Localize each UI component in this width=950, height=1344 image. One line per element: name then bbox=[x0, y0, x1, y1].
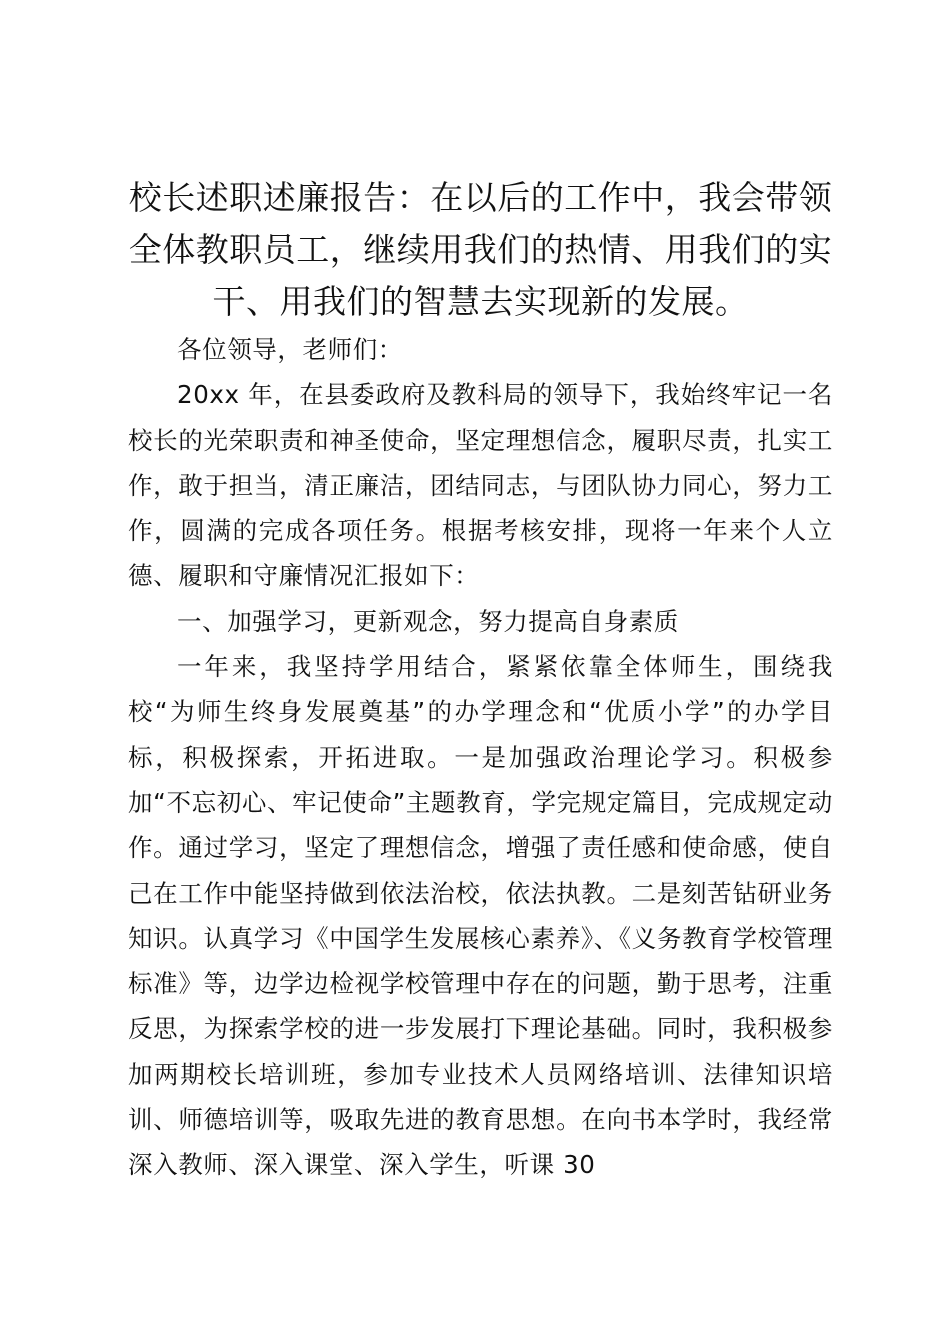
salutation: 各位领导，老师们： bbox=[177, 335, 403, 364]
paragraph-section-1: 一年来，我坚持学用结合，紧紧依靠全体师生，围绕我校“为师生终身发展奠基”的办学理念和“优质小学”的办学目标，积极探索，开拓进取。一是加强政治理论学习。积极参加“不忘初心、牢记使命”主题教育，学完规定篇目，完成规定动作。通过学习，坚定了理想信念，增强了责任感和使命感，使自己在工作中能坚持做到依法治校，依法执教。二是刻苦钻研业务知识。认真学习《中国学生发展核心素养》、《义务教育学校管理标准》等，边学边检视学校管理中存在的问题，勤于思考，注重反思，为探索学校的进一步发展打下理论基础。同时，我积极参加两期校长培训班，参加专业技术人员网络培训、法律知识培训、师德培训等，吸取先进的教育思想。在向书本学时，我经常深入教师、深入课堂、深入学生，听课 30 bbox=[128, 652, 833, 1180]
paragraph-intro: 20xx 年，在县委政府及教科局的领导下，我始终牢记一名校长的光荣职责和神圣使命，坚定理想信念，履职尽责，扎实工作，敢于担当，清正廉洁，团结同志，与团队协力同心，努力工作，圆满的完成各项任务。根据考核安排，现将一年来个人立德、履职和守廉情况汇报如下： bbox=[128, 380, 833, 591]
document-title: 校长述职述廉报告：在以后的工作中，我会带领全体教职员工，继续用我们的热情、用我们的实干、用我们的智慧去实现新的发展。 bbox=[128, 178, 833, 321]
section-heading-1: 一、加强学习，更新观念，努力提高自身素质 bbox=[177, 606, 679, 636]
document-body bbox=[128, 327, 833, 1188]
